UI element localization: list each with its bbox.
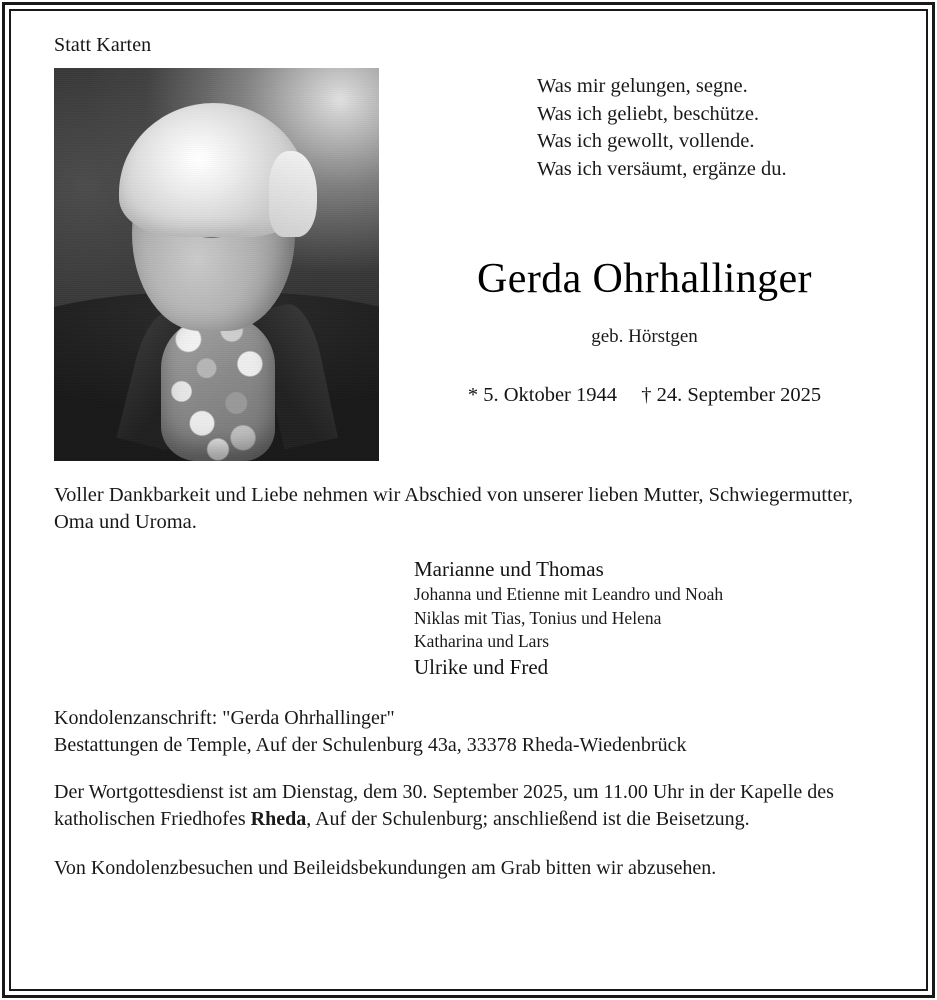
family-member-line: Ulrike und Fred xyxy=(414,654,549,679)
poem-line: Was ich versäumt, ergänze du. xyxy=(537,157,787,180)
service-location-emphasis: Rheda xyxy=(250,807,307,830)
frame-inner-rule xyxy=(9,9,928,991)
life-dates xyxy=(401,382,888,408)
service-text-part-2: , Auf der Schulenburg; anschließend ist die Beisetzung. xyxy=(306,807,750,830)
visitation-request: Von Kondolenzbesuchen und Beileidsbekundungen am Grab bitten wir abzusehen. xyxy=(54,856,717,879)
family-member-line: Katharina und Lars xyxy=(414,631,550,651)
condolence-addressee: Kondolenzanschrift: "Gerda Ohrhallinger" xyxy=(54,706,395,729)
service-text-part-1: Der Wortgottesdienst ist am Dienstag, dem 30. September 2025, um 11.00 Uhr in der Kapelle des katholischen Friedhofes xyxy=(54,780,834,830)
portrait-hair-side xyxy=(269,151,318,237)
condolence-address xyxy=(54,705,888,759)
family-member-line: Johanna und Etienne mit Leandro und Noah xyxy=(414,584,724,604)
family-member-line: Marianne und Thomas xyxy=(414,557,604,581)
portrait-photo xyxy=(54,68,379,461)
poem-line: Was mir gelungen, segne. xyxy=(537,75,748,97)
poem-line: Was ich gewollt, vollende. xyxy=(537,130,755,152)
frame-outer-rule xyxy=(2,2,935,998)
family-list xyxy=(54,556,888,681)
farewell-text: Voller Dankbarkeit und Liebe nehmen wir Abschied von unserer lieben Mutter, Schwiegermutter, Oma und Uroma. xyxy=(54,484,853,533)
deceased-name-block xyxy=(401,183,888,408)
portrait-photo-frame xyxy=(54,68,379,461)
family-member-line: Niklas mit Tias, Tonius und Helena xyxy=(414,607,662,628)
prefix-note: Statt Karten xyxy=(54,34,152,56)
memorial-poem xyxy=(401,68,888,183)
right-column xyxy=(379,68,888,408)
condolence-street-address: Bestattungen de Temple, Auf der Schulenburg 43a, 33378 Rheda-Wiedenbrück xyxy=(54,733,687,756)
maiden-name: geb. Hörstgen xyxy=(591,326,698,347)
service-details xyxy=(54,779,888,833)
top-region xyxy=(54,68,888,461)
deceased-name: Gerda Ohrhallinger xyxy=(477,256,812,302)
death-symbol: † xyxy=(641,384,652,406)
poem-line: Was ich geliebt, beschütze. xyxy=(537,102,760,125)
death-date: 24. September 2025 xyxy=(656,384,822,406)
birth-symbol: * xyxy=(467,384,479,406)
birth-date: 5. Oktober 1944 xyxy=(483,384,617,406)
portrait-patterned-scarf xyxy=(161,316,275,461)
notice-sheet xyxy=(11,11,926,989)
